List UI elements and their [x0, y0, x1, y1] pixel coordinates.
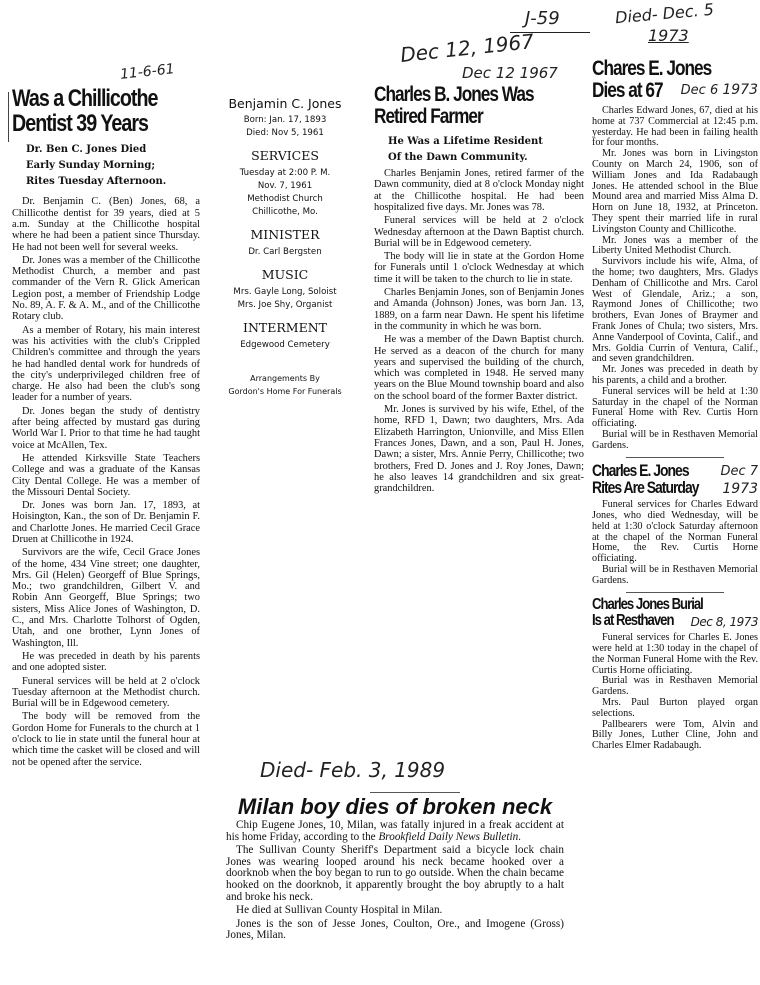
handwritten-date: Dec 6 1973: [680, 82, 758, 99]
paragraph: Funeral services will be held at 2 o'clock Wednesday afternoon at the Dawn Baptist church. Burial will be in Edgewood cemetery.: [374, 215, 584, 249]
paragraph: Funeral services for Charles Edward Jones, who died Wednesday, will be held at 1:30 o'clock Saturday afternoon at the chapel of the Norman Funeral Home, the Rev. Curtis Horne officiating.: [592, 499, 758, 565]
paragraph: Mr. Jones was born in Livingston County on March 24, 1906, son of William Jones and Ida Radabaugh Jones. He attended school in the Blue Mound area and married Miss Alma D. Horn on June 18, 1932, at Princeton. They spent their married life in rural Livingston County and Chillicothe.: [592, 148, 758, 235]
headline: Milan boy dies of broken neck: [237, 794, 553, 819]
paragraph: Survivors are the wife, Cecil Grace Jones of the home, 434 Vine street; one daughter, Mrs. Gil (Helen) Georgeff of Blue Springs, Mo.; two grandchildren, Gilbert V. and Robin Ann Georgeff, Blue Springs; two sisters, Miss Alice Jones of Washington, D. C., and Mrs. Charlotte Tolhorst of Ogden, Utah, and one brother, Lynn Jones of Washington, Ill.: [12, 547, 200, 649]
article-body: [592, 633, 758, 752]
headline-row: [592, 479, 758, 497]
headline: Dies at 67: [592, 79, 663, 103]
paragraph: He attended Kirksville State Teachers College and was a graduate of the Kansas City Dental College. He was a member of the Missouri Dental Society.: [12, 452, 200, 498]
article-body: [592, 106, 758, 452]
paragraph: Charles Benjamin Jones, retired farmer of the Dawn community, died at 8 o'clock Monday night at the Chillicothe hospital. He had been hospitalized five days. Mr. Jones was 78.: [374, 168, 584, 213]
paragraph: Charles Edward Jones, 67, died at his home at 737 Commercial at 12:45 p.m. yesterday. He had been in failing health for four months.: [592, 105, 758, 149]
article-charles-e-jones-rites: [592, 462, 758, 587]
paragraph: Dr. Jones began the study of dentistry after being affected by mustard gas during World War I. Prior to that time he had taught voice at McAllen, Tex.: [12, 405, 200, 451]
headline-row: [592, 613, 758, 630]
article-charles-e-jones-obituary: [592, 58, 758, 452]
section-heading: SERVICES: [251, 148, 319, 163]
paragraph: Burial will be in Resthaven Memorial Gardens.: [592, 564, 758, 586]
column-rule: [8, 92, 9, 142]
right-column: [592, 58, 758, 752]
paragraph: Chip Eugene Jones, 10, Milan, was fatally injured in a freak accident at his home Friday, according to the Brookfield Daily News Bulletin.: [226, 819, 564, 843]
headline: Rites Are Saturday: [592, 478, 699, 498]
headline: Was a Chillicothe: [12, 85, 158, 112]
program-died: Died: Nov 5, 1961: [246, 128, 324, 138]
section-heading: INTERMENT: [243, 320, 327, 335]
paragraph: Mr. Jones was preceded in death by his parents, a child and a brother.: [592, 364, 758, 387]
article-charles-jones-burial: [592, 597, 758, 752]
headline-row: [592, 462, 758, 480]
article-milan-boy: [226, 794, 564, 944]
article-body: [592, 500, 758, 586]
funeral-program: Benjamin C. Jones Born: Jan. 17, 1893 Died: Nov 5, 1961 SERVICES Tuesday at 2:00 P. M. Nov. 7, 1961 Methodist Church Chillicothe, Mo. MINISTER Dr. Carl Bergsten MUSIC Mrs. Gayle Long, Soloist Mrs. Joe Shy, Organist INTERMENT Edgewood Cemetery Arrangements By Gordon's Home For Funerals: [200, 96, 370, 398]
paragraph: Funeral services will be held at 2 o'clock Tuesday afternoon at the Methodist church. Burial will be in Edgewood cemetery.: [12, 675, 200, 710]
handwritten-died-date: Died- Feb. 3, 1989: [260, 758, 446, 782]
paragraph: Funeral services for Charles E. Jones were held at 1:30 today in the chapel of the Norman Funeral Home with the Rev. Curtis Horne officiating.: [592, 632, 758, 676]
program-name: Benjamin C. Jones: [228, 96, 342, 111]
headline-row: [592, 80, 758, 102]
handwritten-date: Dec 8, 1973: [690, 615, 758, 630]
paragraph: Dr. Jones was a member of the Chillicothe Methodist Church, a member and past commander of the Vern R. Glick American Legion post, a member of Friendship Lodge No. 89, A. F. & A. M., and of the Chillicothe Rotary club.: [12, 254, 200, 323]
headline: Chares E. Jones: [592, 57, 712, 80]
paragraph: Mrs. Paul Burton played organ selections.: [592, 697, 758, 719]
article-charles-b-jones: [374, 84, 584, 496]
paragraph: Jones is the son of Jesse Jones, Coulton, Ore., and Imogene (Gross) Jones, Milan.: [226, 917, 564, 942]
section-heading: MINISTER: [250, 227, 320, 242]
handwritten-year: 1973: [648, 26, 689, 45]
paragraph: The body will lie in state at the Gordon Home for Funerals until 1 o'clock Wednesday at which time it will be taken to the church to lie in state.: [374, 251, 584, 285]
paragraph: He died at Sullivan County Hospital in Milan.: [236, 904, 443, 917]
paragraph: He was a member of the Dawn Baptist church. He served as a deacon of the church for many years and supervised the building of the church, which was completed in 1948. He served many years on the Blue Mound township board and also on the school board of the former Baxter district.: [374, 334, 584, 402]
divider: [370, 792, 460, 793]
article-body: [12, 196, 200, 768]
paragraph: Burial was in Resthaven Memorial Gardens.: [592, 675, 758, 698]
divider: [626, 592, 724, 593]
paragraph: Pallbearers were Tom, Alvin and Billy Jones, Luther Cline, John and Charles Elmer Radabaugh.: [592, 718, 758, 752]
handwritten-date: Dec 7: [720, 463, 758, 479]
paragraph: Mr. Jones is survived by his wife, Ethel, of the home, RFD 1, Dawn; two daughters, Mrs. Ada Elizabeth Harrington, Unionville, and Miss Ellen Frances Jones, Dawn, and a son, Paul H. Jones, Dawn; a sister, Mrs. Annie Perry, Chillicothe; two brothers, Fred D. Jones and J. Roy Jones, Dawn; he also leaves 14 grandchildren and six great-grandchildren.: [374, 404, 584, 495]
paragraph: As a member of Rotary, his main interest was his activities with the club's Crippled Children's committee and through the years he had handled dental work for hundreds of the city's underprivileged children free of charge. He also had been the club's song leader for a number of years.: [12, 324, 200, 404]
paragraph: Mr. Jones was a member of the Liberty United Methodist Church.: [592, 234, 758, 257]
headline: Charles B. Jones Was: [374, 83, 534, 106]
paragraph: Dr. Benjamin C. (Ben) Jones, 68, a Chillicothe dentist for 39 years, died at 5 a.m. Sunday at the Chillicothe hospital where he had been a patient since Thursday. He had not been well for several weeks.: [12, 196, 200, 253]
article-ben-jones: [12, 86, 200, 770]
paragraph: Funeral services will be held at 1:30 Saturday in the chapel of the Norman Funeral Home with Rev. Curtis Horn officiating.: [592, 385, 758, 430]
paragraph: Burial will be in Resthaven Memorial Gardens.: [592, 429, 758, 451]
handwritten-file-number: J-59: [525, 8, 560, 29]
headline: Retired Farmer: [374, 105, 483, 129]
paragraph: Dr. Jones was born Jan. 17, 1893, at Hoisington, Kan., the son of Dr. Benjamin F. and Charlotte Jones. He married Cecil Grace Druen at Chillicothe in 1924.: [12, 500, 200, 545]
paragraph: Charles Benjamin Jones, son of Benjamin Jones and Amanda (Johnson) Jones, was born Jan. 13, 1889, on a farm near Dawn. He spent his lifetime in the community in which he was born.: [374, 287, 584, 332]
article-body: [226, 820, 564, 942]
program-born: Born: Jan. 17, 1893: [243, 115, 327, 125]
handwritten-died-date: Died- Dec. 5: [614, 0, 715, 28]
handwritten-date: Dec 12 1967: [462, 64, 558, 82]
paragraph: He was preceded in death by his parents and one adopted sister.: [12, 650, 200, 674]
headline: Dentist 39 Years: [12, 110, 148, 138]
section-heading: MUSIC: [261, 267, 309, 282]
headline: Charles E. Jones: [592, 460, 689, 480]
paragraph: The body will be removed from the Gordon Home for Funerals to the church at 1 o'clock to lie in state until the funeral hour at which time the casket will be closed and will not be opened after the service.: [12, 711, 200, 768]
handwritten-date: 11-6-61: [119, 61, 176, 83]
subheadline: Dr. Ben C. Jones Died Early Sunday Morning; Rites Tuesday Afternoon.: [26, 144, 167, 188]
handwritten-date: Dec 12, 1967: [399, 29, 536, 67]
subheadline: He Was a Lifetime Resident Of the Dawn Community.: [388, 136, 543, 164]
handwritten-year: 1973: [722, 481, 758, 498]
article-body: [374, 168, 584, 494]
divider: [626, 457, 724, 458]
headline: Is at Resthaven: [592, 612, 674, 630]
paragraph: The Sullivan County Sheriff's Department said a bicycle lock chain Jones was wearing looped around his neck became hooked over a doorknob when the boy began to run to go outside. When the chain became hooked on the doorknob, it apparently brought the boy abruptly to a halt and broke his neck.: [226, 844, 564, 903]
paragraph: Survivors include his wife, Alma, of the home; two daughters, Mrs. Gladys Denham of Chillicothe and Mrs. Carol West of Glendale, Ariz.; a son, Raymond Jones of Chillicothe; two brothers, Evan Jones of Braymer and Frank Jones of Chula; two sisters, Mrs. Anne Vanderpool of Covinta, Calif., and Mrs. Goldia Currin of Ventura, Calif., and seven grandchildren.: [592, 256, 758, 365]
headline: Charles Jones Burial: [592, 595, 703, 613]
